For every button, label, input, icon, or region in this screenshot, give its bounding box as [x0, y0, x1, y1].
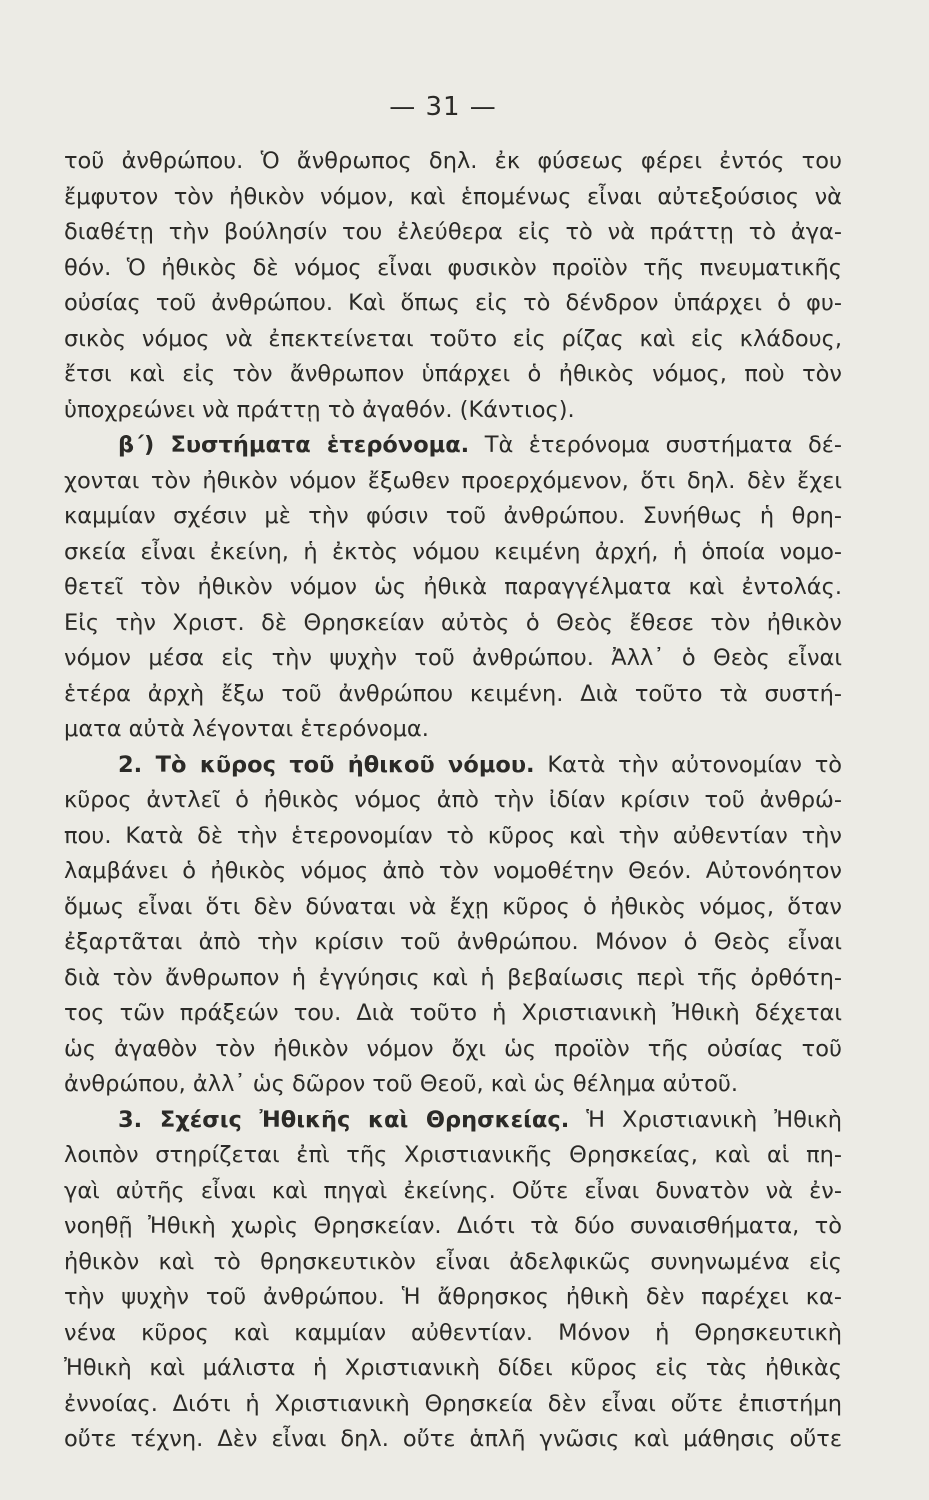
paragraph-3 — [64, 748, 842, 1103]
text-line: ἑτέρα ἀρχὴ ἔξω τοῦ ἀνθρώπου κειμένη. Διὰ τοῦτο τὰ συστή- — [64, 680, 842, 707]
text-line: λοιπὸν στηρίζεται ἐπὶ τῆς Χριστιανικῆς Θρησκείας, καὶ αἱ πη- — [64, 1142, 842, 1168]
text-line: οὔτε τέχνη. Δὲν εἶναι δηλ. οὔτε ἁπλῆ γνῶσις καὶ μάθησις οὔτε — [64, 1426, 842, 1452]
text-line: τὴν ψυχὴν τοῦ ἀνθρώπου. Ἡ ἄθρησκος ἠθικὴ δὲν παρέχει κα- — [64, 1284, 842, 1310]
text-line: νόμον μέσα εἰς τὴν ψυχὴν τοῦ ἀνθρώπου. Ἀλλ᾽ ὁ Θεὸς εἶναι — [64, 645, 842, 671]
text-line: τος τῶν πράξεών του. Διὰ τοῦτο ἡ Χριστιανικὴ Ἠθικὴ δέχεται — [64, 1000, 842, 1026]
text-line: θόν. Ὁ ἠθικὸς δὲ νόμος εἶναι φυσικὸν προϊὸν τῆς πνευματικῆς — [64, 254, 842, 281]
text-line: ματα αὐτὰ λέγονται ἑτερόνομα. — [64, 716, 429, 742]
paragraph-2 — [64, 428, 842, 748]
text-run: Κατὰ τὴν αὐτονομίαν τὸ — [547, 751, 842, 778]
body-text — [64, 144, 842, 1458]
section-heading-line — [64, 428, 842, 464]
text-line: ὡς ἀγαθὸν τὸν ἠθικὸν νόμον ὄχι ὡς προϊὸν τῆς οὐσίας τοῦ — [64, 1035, 842, 1062]
text-line: ἠθικὸν καὶ τὸ θρησκευτικὸν εἶναι ἀδελφικῶς συνηνωμένα εἰς — [64, 1248, 842, 1275]
section-heading: 2. Τὸ κῦρος τοῦ ἠθικοῦ νόμου. — [118, 751, 535, 778]
text-line: νένα κῦρος καὶ καμμίαν αὐθεντίαν. Μόνον ἡ Θρησκευτικὴ — [64, 1319, 842, 1346]
text-line: κῦρος ἀντλεῖ ὁ ἠθικὸς νόμος ἀπὸ τὴν ἰδίαν κρίσιν τοῦ ἀνθρώ- — [64, 787, 842, 813]
text-line: σικὸς νόμος νὰ ἐπεκτείνεται τοῦτο εἰς ρίζας καὶ εἰς κλάδους, — [64, 325, 842, 352]
text-line: ἐννοίας. Διότι ἡ Χριστιανικὴ Θρησκεία δὲν εἶναι οὔτε ἐπιστήμη — [64, 1390, 842, 1417]
text-line: σκεία εἶναι ἐκείνη, ἡ ἐκτὸς νόμου κειμένη ἀρχή, ἡ ὁποία νομο- — [64, 538, 842, 565]
page-number: — 31 — — [389, 92, 497, 122]
text-line: Ἠθικὴ καὶ μάλιστα ἡ Χριστιανικὴ δίδει κῦρος εἰς τὰς ἠθικὰς — [64, 1355, 842, 1381]
text-run: Ἡ Χριστιανικὴ Ἠθικὴ — [586, 1106, 842, 1133]
section-heading: 3. Σχέσις Ἠθικῆς καὶ Θρησκείας. — [118, 1106, 570, 1133]
text-line: τοῦ ἀνθρώπου. Ὁ ἄνθρωπος δηλ. ἐκ φύσεως φέρει ἐντός του — [64, 148, 842, 174]
text-line: οὐσίας τοῦ ἀνθρώπου. Καὶ ὅπως εἰς τὸ δένδρον ὑπάρχει ὁ φυ- — [64, 290, 842, 316]
text-line: ἀνθρώπου, ἀλλ᾽ ὡς δῶρον τοῦ Θεοῦ, καὶ ὡς θέλημα αὐτοῦ. — [64, 1071, 739, 1097]
text-line: νοηθῇ Ἠθικὴ χωρὶς Θρησκείαν. Διότι τὰ δύο συναισθήματα, τὸ — [64, 1213, 842, 1239]
text-line: διὰ τὸν ἄνθρωπον ἡ ἐγγύησις καὶ ἡ βεβαίωσις περὶ τῆς ὀρθότη- — [64, 964, 842, 991]
text-line: ἐξαρτᾶται ἀπὸ τὴν κρίσιν τοῦ ἀνθρώπου. Μόνον ὁ Θεὸς εἶναι — [64, 929, 842, 955]
text-line: θετεῖ τὸν ἠθικὸν νόμον ὡς ἠθικὰ παραγγέλματα καὶ ἐντολάς. — [64, 574, 842, 600]
section-heading-line — [64, 1103, 842, 1139]
text-line: που. Κατὰ δὲ τὴν ἑτερονομίαν τὸ κῦρος καὶ τὴν αὐθεντίαν τὴν — [64, 822, 842, 849]
section-heading-line — [64, 748, 842, 784]
section-heading: β΄) Συστήματα ἑτερόνομα. — [118, 432, 470, 458]
text-line: Εἰς τὴν Χριστ. δὲ Θρησκείαν αὐτὸς ὁ Θεὸς ἔθεσε τὸν ἠθικὸν — [64, 609, 842, 636]
text-line: ὅμως εἶναι ὅτι δὲν δύναται νὰ ἔχῃ κῦρος ὁ ἠθικὸς νόμος, ὅταν — [64, 893, 842, 920]
text-line: διαθέτῃ τὴν βούλησίν του ἐλεύθερα εἰς τὸ νὰ πράττῃ τὸ ἀγα- — [64, 219, 842, 245]
text-line: λαμβάνει ὁ ἠθικὸς νόμος ἀπὸ τὸν νομοθέτην Θεόν. Αὐτονόητον — [64, 858, 842, 884]
text-line: καμμίαν σχέσιν μὲ τὴν φύσιν τοῦ ἀνθρώπου. Συνήθως ἡ θρη- — [64, 503, 842, 529]
text-line: ὑποχρεώνει νὰ πράττῃ τὸ ἀγαθόν. (Κάντιος). — [64, 396, 575, 423]
text-line: ἔμφυτον τὸν ἠθικὸν νόμον, καὶ ἑπομένως εἶναι αὐτεξούσιος νὰ — [64, 183, 842, 210]
paragraph-1 — [64, 144, 842, 428]
paragraph-4 — [64, 1103, 842, 1458]
text-line: γαὶ αὐτῆς εἶναι καὶ πηγαὶ ἐκείνης. Οὔτε εἶναι δυνατὸν νὰ ἐν- — [64, 1177, 842, 1204]
text-run: Τὰ ἑτερόνομα συστήματα δέ- — [484, 432, 842, 458]
text-line: ἔτσι καὶ εἰς τὸν ἄνθρωπον ὑπάρχει ὁ ἠθικὸς νόμος, ποὺ τὸν — [64, 361, 842, 387]
text-line: χονται τὸν ἠθικὸν νόμον ἔξωθεν προερχόμενον, ὅτι δηλ. δὲν ἔχει — [64, 467, 842, 494]
